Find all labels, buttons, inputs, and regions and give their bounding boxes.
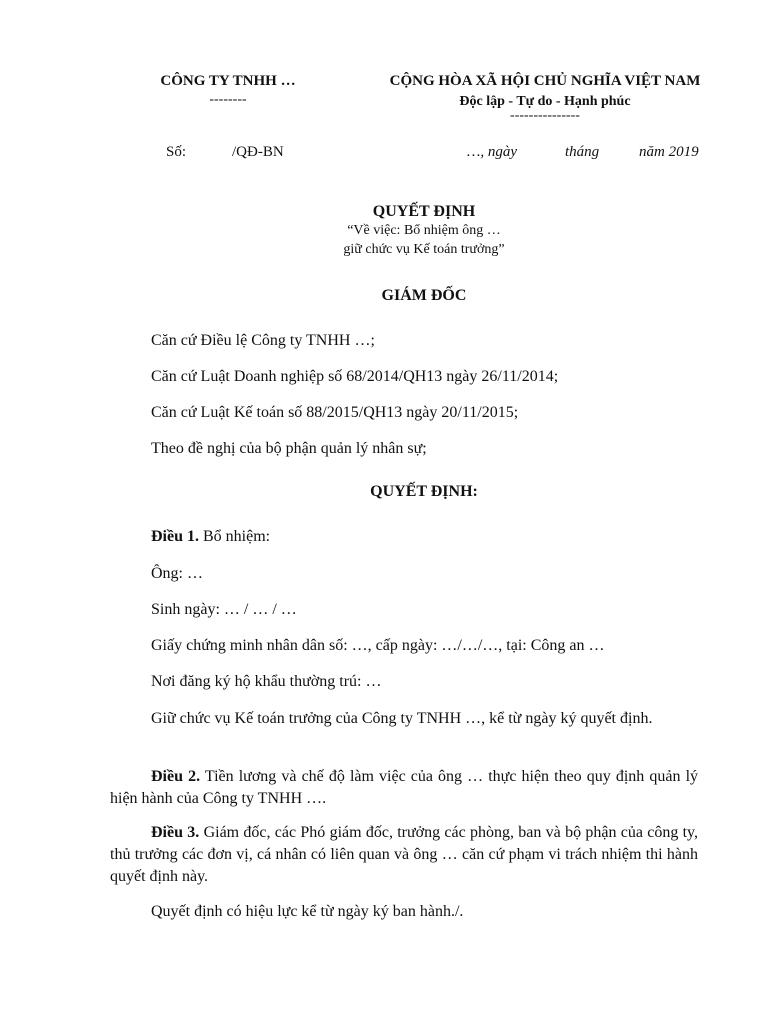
company-divider: --------: [209, 92, 247, 107]
subject-line-2: giữ chức vụ Kế toán trưởng”: [343, 242, 505, 257]
article-3: [110, 822, 698, 888]
basis-item: Căn cứ Luật Doanh nghiệp số 68/2014/QH13 ngày 26/11/2014;: [151, 368, 559, 385]
appointee-name: Ông: …: [151, 565, 203, 582]
basis-item: Căn cứ Điều lệ Công ty TNHH …;: [151, 332, 375, 349]
date-year: năm 2019: [639, 144, 699, 160]
basis-item: Theo đề nghị của bộ phận quản lý nhân sự;: [151, 440, 427, 457]
appointee-residence: Nơi đăng ký hộ khẩu thường trú: …: [151, 673, 382, 690]
national-motto: Độc lập - Tự do - Hạnh phúc: [459, 94, 631, 109]
national-title: CỘNG HÒA XÃ HỘI CHỦ NGHĨA VIỆT NAM: [389, 73, 701, 89]
company-name: CÔNG TY TNHH …: [160, 73, 296, 89]
article-2-text: Tiền lương và chế độ làm việc của ông … thực hiện theo quy định quản lý hiện hành của Công ty TNHH ….: [110, 768, 699, 807]
subject-line-1: “Về việc: Bổ nhiệm ông …: [347, 223, 501, 238]
basis-item: Căn cứ Luật Kế toán số 88/2015/QH13 ngày 20/11/2015;: [151, 404, 519, 421]
number-suffix: /QĐ-BN: [232, 144, 284, 160]
article-3-text: Giám đốc, các Phó giám đốc, trưởng các phòng, ban và bộ phận của công ty, thủ trưởng các đơn vị, cá nhân có liên quan và ông … căn cứ phạm vi trách nhiệm thi hành quyết định này.: [110, 824, 699, 885]
article-1-label: Điều 1.: [151, 528, 199, 545]
date-place: …, ngày: [467, 144, 517, 160]
appointee-dob: Sinh ngày: … / … / …: [151, 601, 297, 618]
motto-divider: ---------------: [510, 108, 580, 123]
decision-heading: QUYẾT ĐỊNH:: [370, 483, 478, 500]
article-2-label: Điều 2.: [151, 768, 201, 785]
effective-statement: Quyết định có hiệu lực kể từ ngày ký ban hành./.: [151, 903, 464, 920]
article-3-label: Điều 3.: [151, 824, 200, 841]
document-title: QUYẾT ĐỊNH: [372, 203, 476, 220]
appointee-position: Giữ chức vụ Kế toán trưởng của Công ty TNHH …, kể từ ngày ký quyết định.: [151, 710, 653, 727]
date-month: tháng: [565, 144, 600, 160]
article-1-text: Bổ nhiệm:: [199, 528, 271, 545]
article-1-heading: [151, 527, 270, 547]
number-label: Số:: [166, 144, 187, 160]
appointee-id-card: Giấy chứng minh nhân dân số: …, cấp ngày: …/…/…, tại: Công an …: [151, 637, 605, 654]
issuer-title: GIÁM ĐỐC: [381, 287, 467, 304]
article-2: [110, 766, 698, 810]
